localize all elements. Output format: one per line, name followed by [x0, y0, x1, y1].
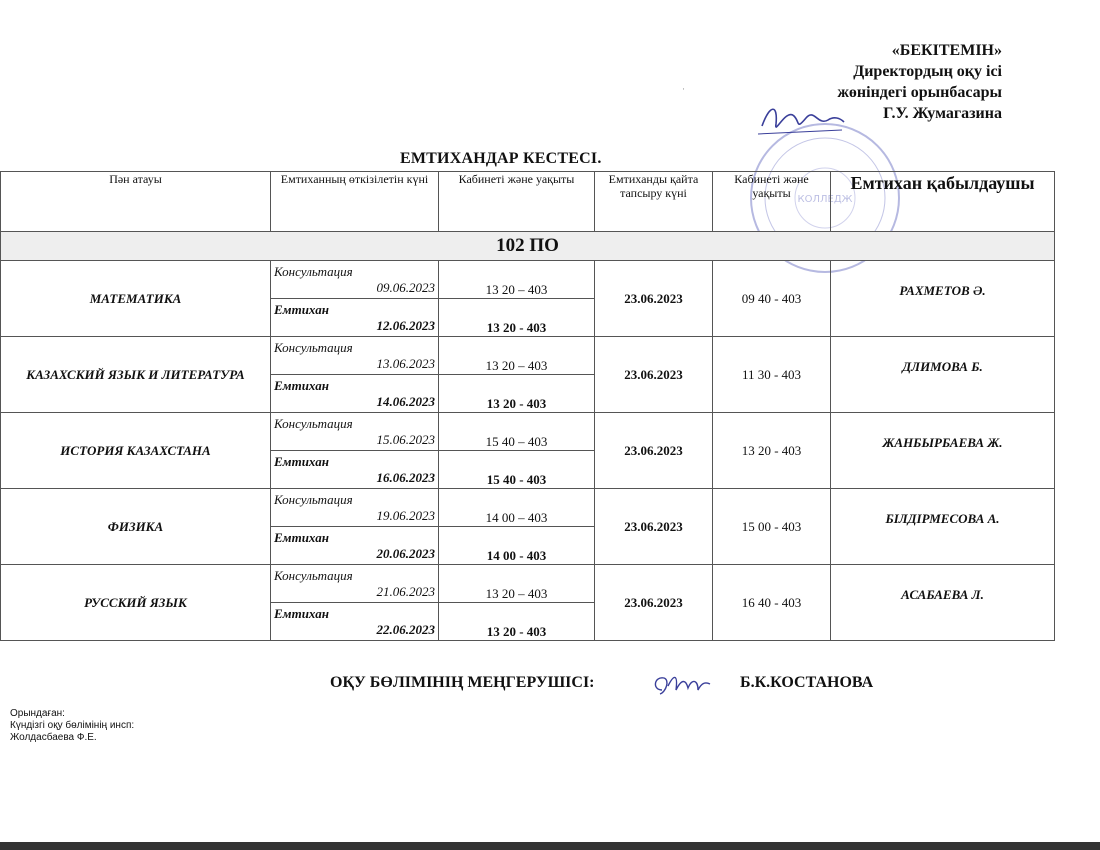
consultation-time: 13 20 – 403 — [439, 565, 595, 603]
consultation-label: Консультация — [274, 567, 353, 583]
approval-title: «БЕКІТЕМІН» — [891, 42, 1002, 59]
footer-line-3: Жолдасбаева Ф.Е. — [10, 732, 97, 743]
retake-time: 15 00 - 403 — [713, 489, 831, 565]
approval-position-1: Директордың оқу ісі — [853, 63, 1002, 80]
header-retake-date: Емтиханды қайта тапсыру күні — [595, 172, 713, 232]
retake-date: 23.06.2023 — [595, 261, 713, 337]
exam-time: 13 20 - 403 — [439, 603, 595, 641]
scan-edge — [0, 842, 1100, 850]
table-row — [1, 413, 1055, 451]
subject-name: ИСТОРИЯ КАЗАХСТАНА — [1, 413, 271, 489]
table-row — [1, 337, 1055, 375]
exam-cell — [271, 451, 439, 489]
retake-time: 09 40 - 403 — [713, 261, 831, 337]
footer-prepared-by — [10, 708, 134, 744]
document-title: ЕМТИХАНДАР КЕСТЕСІ. — [400, 150, 602, 167]
header-subject: Пән атауы — [1, 172, 271, 232]
group-row — [1, 232, 1055, 261]
group-label: 102 ПО — [1, 232, 1055, 261]
head-signature — [648, 668, 712, 702]
consultation-label: Консультация — [274, 491, 353, 507]
exam-label: Емтихан — [274, 605, 329, 621]
consultation-cell — [271, 261, 439, 299]
consultation-time: 13 20 – 403 — [439, 337, 595, 375]
head-of-department-name: Б.К.КОСТАНОВА — [740, 674, 874, 691]
subject-name: ФИЗИКА — [1, 489, 271, 565]
consultation-cell — [271, 565, 439, 603]
exam-cell — [271, 299, 439, 337]
table-row — [1, 565, 1055, 603]
exam-label: Емтихан — [274, 529, 329, 545]
exam-schedule-table — [0, 171, 1055, 641]
approval-position-2: жөніндегі орынбасары — [837, 84, 1002, 101]
consultation-date: 15.06.2023 — [376, 431, 435, 447]
exam-label: Емтихан — [274, 453, 329, 469]
consultation-label: Консультация — [274, 263, 353, 279]
consultation-date: 13.06.2023 — [376, 355, 435, 371]
header-row — [1, 172, 1055, 232]
exam-time: 13 20 - 403 — [439, 299, 595, 337]
footer-line-2: Күндізгі оқу бөлімінің инсп: — [10, 720, 135, 731]
consultation-cell — [271, 489, 439, 527]
consultation-cell — [271, 337, 439, 375]
exam-time: 14 00 - 403 — [439, 527, 595, 565]
subject-name: РУССКИЙ ЯЗЫК — [1, 565, 271, 641]
consultation-date: 21.06.2023 — [376, 583, 435, 599]
exam-cell — [271, 527, 439, 565]
footer-line-1: Орындаған: — [10, 708, 65, 719]
exam-date: 16.06.2023 — [376, 469, 435, 485]
subject-name: КАЗАХСКИЙ ЯЗЫК И ЛИТЕРАТУРА — [1, 337, 271, 413]
examiner-name: ДЛИМОВА Б. — [831, 337, 1055, 413]
exam-time: 13 20 - 403 — [439, 375, 595, 413]
examiner-name: РАХМЕТОВ Ә. — [831, 261, 1055, 337]
retake-date: 23.06.2023 — [595, 337, 713, 413]
exam-label: Емтихан — [274, 301, 329, 317]
subject-name: МАТЕМАТИКА — [1, 261, 271, 337]
retake-time: 11 30 - 403 — [713, 337, 831, 413]
exam-label: Емтихан — [274, 377, 329, 393]
scan-mark: · — [682, 84, 685, 94]
approval-name: Г.У. Жумагазина — [883, 105, 1002, 122]
approval-block — [837, 40, 1002, 124]
retake-date: 23.06.2023 — [595, 413, 713, 489]
exam-cell — [271, 603, 439, 641]
seal-text: КОЛЛЕДЖ — [797, 194, 853, 205]
examiner-name: БІЛДІРМЕСОВА А. — [831, 489, 1055, 565]
consultation-time: 13 20 – 403 — [439, 261, 595, 299]
consultation-date: 09.06.2023 — [376, 279, 435, 295]
approval-signature — [756, 96, 846, 140]
exam-date: 22.06.2023 — [376, 621, 435, 637]
header-room-time: Кабинеті және уақыты — [439, 172, 595, 232]
consultation-time: 14 00 – 403 — [439, 489, 595, 527]
consultation-cell — [271, 413, 439, 451]
header-exam-date: Емтиханның өткізілетін күні — [271, 172, 439, 232]
exam-cell — [271, 375, 439, 413]
head-of-department-label: ОҚУ БӨЛІМІНІҢ МЕҢГЕРУШІСІ: — [330, 674, 595, 691]
head-of-department-line — [330, 674, 874, 692]
consultation-time: 15 40 – 403 — [439, 413, 595, 451]
table-row — [1, 261, 1055, 299]
consultation-label: Консультация — [274, 415, 353, 431]
exam-time: 15 40 - 403 — [439, 451, 595, 489]
exam-date: 20.06.2023 — [376, 545, 435, 561]
retake-time: 13 20 - 403 — [713, 413, 831, 489]
retake-date: 23.06.2023 — [595, 489, 713, 565]
header-examiner: Емтихан қабылдаушы — [831, 172, 1055, 232]
examiner-name: ЖАНБЫРБАЕВА Ж. — [831, 413, 1055, 489]
retake-time: 16 40 - 403 — [713, 565, 831, 641]
header-retake-room-time: Кабинеті және уақыты — [713, 172, 831, 232]
retake-date: 23.06.2023 — [595, 565, 713, 641]
consultation-label: Консультация — [274, 339, 353, 355]
table-row — [1, 489, 1055, 527]
exam-date: 14.06.2023 — [376, 393, 435, 409]
consultation-date: 19.06.2023 — [376, 507, 435, 523]
examiner-name: АСАБАЕВА Л. — [831, 565, 1055, 641]
exam-date: 12.06.2023 — [376, 317, 435, 333]
